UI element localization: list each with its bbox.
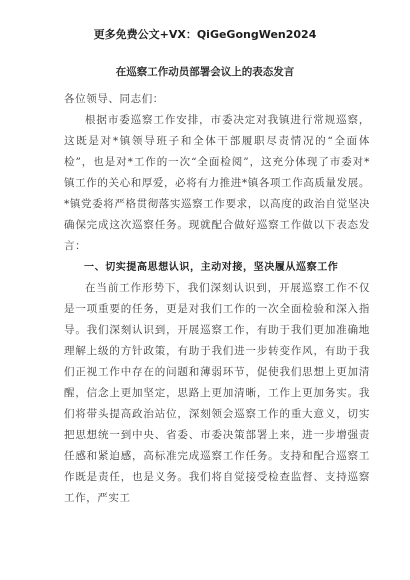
salutation: 各位领导、同志们： <box>64 93 164 105</box>
page-header: 更多免费公文+VX：QiGeGongWen2024 <box>93 28 317 41</box>
section-paragraph: 在当前工作形势下，我们深刻认识到，开展巡察工作不仅是一项重要的任务，更是对我们工作的一次全面检验和深入指导。我们深刻认识到，开展巡察工作，有助于我们更加准确地理解上级的方针政策，有助于我们进一步转变作风，有助于我们正视工作中存在的问题和薄弱环节，促使我们思想上更加清醒，信念上更加坚定，思路上更加清晰，工作上更加务实。我们将带头提高政治站位，深刻领会巡察工作的重大意义，切实把思想统一到中央、省委、市委决策部署上来，进一步增强责任感和紧迫感，高标准完成巡察工作任务。支持和配合巡察工作既是责任，也是义务。我们将自觉接受检查监督、支持巡察工作，严实工 <box>64 282 370 504</box>
document-body <box>64 89 370 509</box>
document-title: 在巡察工作动员部署会议上的表态发言 <box>115 66 295 78</box>
intro-paragraph: 根据市委巡察工作安排，市委决定对我镇进行常规巡察，这既是对*镇领导班子和全体干部履职尽责情况的“全面体检”，也是对*工作的一次“全面检阅”，这充分体现了市委对*镇工作的关心和厚爱，必将有力推进*镇各项工作高质量发展。*镇党委将严格贯彻落实巡察工作要求，以高度的政治自觉坚决确保完成这次巡察任务。现就配合做好巡察工作做以下表态发言： <box>64 114 370 252</box>
section-heading: 一、切实提高思想认识，主动对接，坚决履从巡察工作 <box>84 262 339 273</box>
